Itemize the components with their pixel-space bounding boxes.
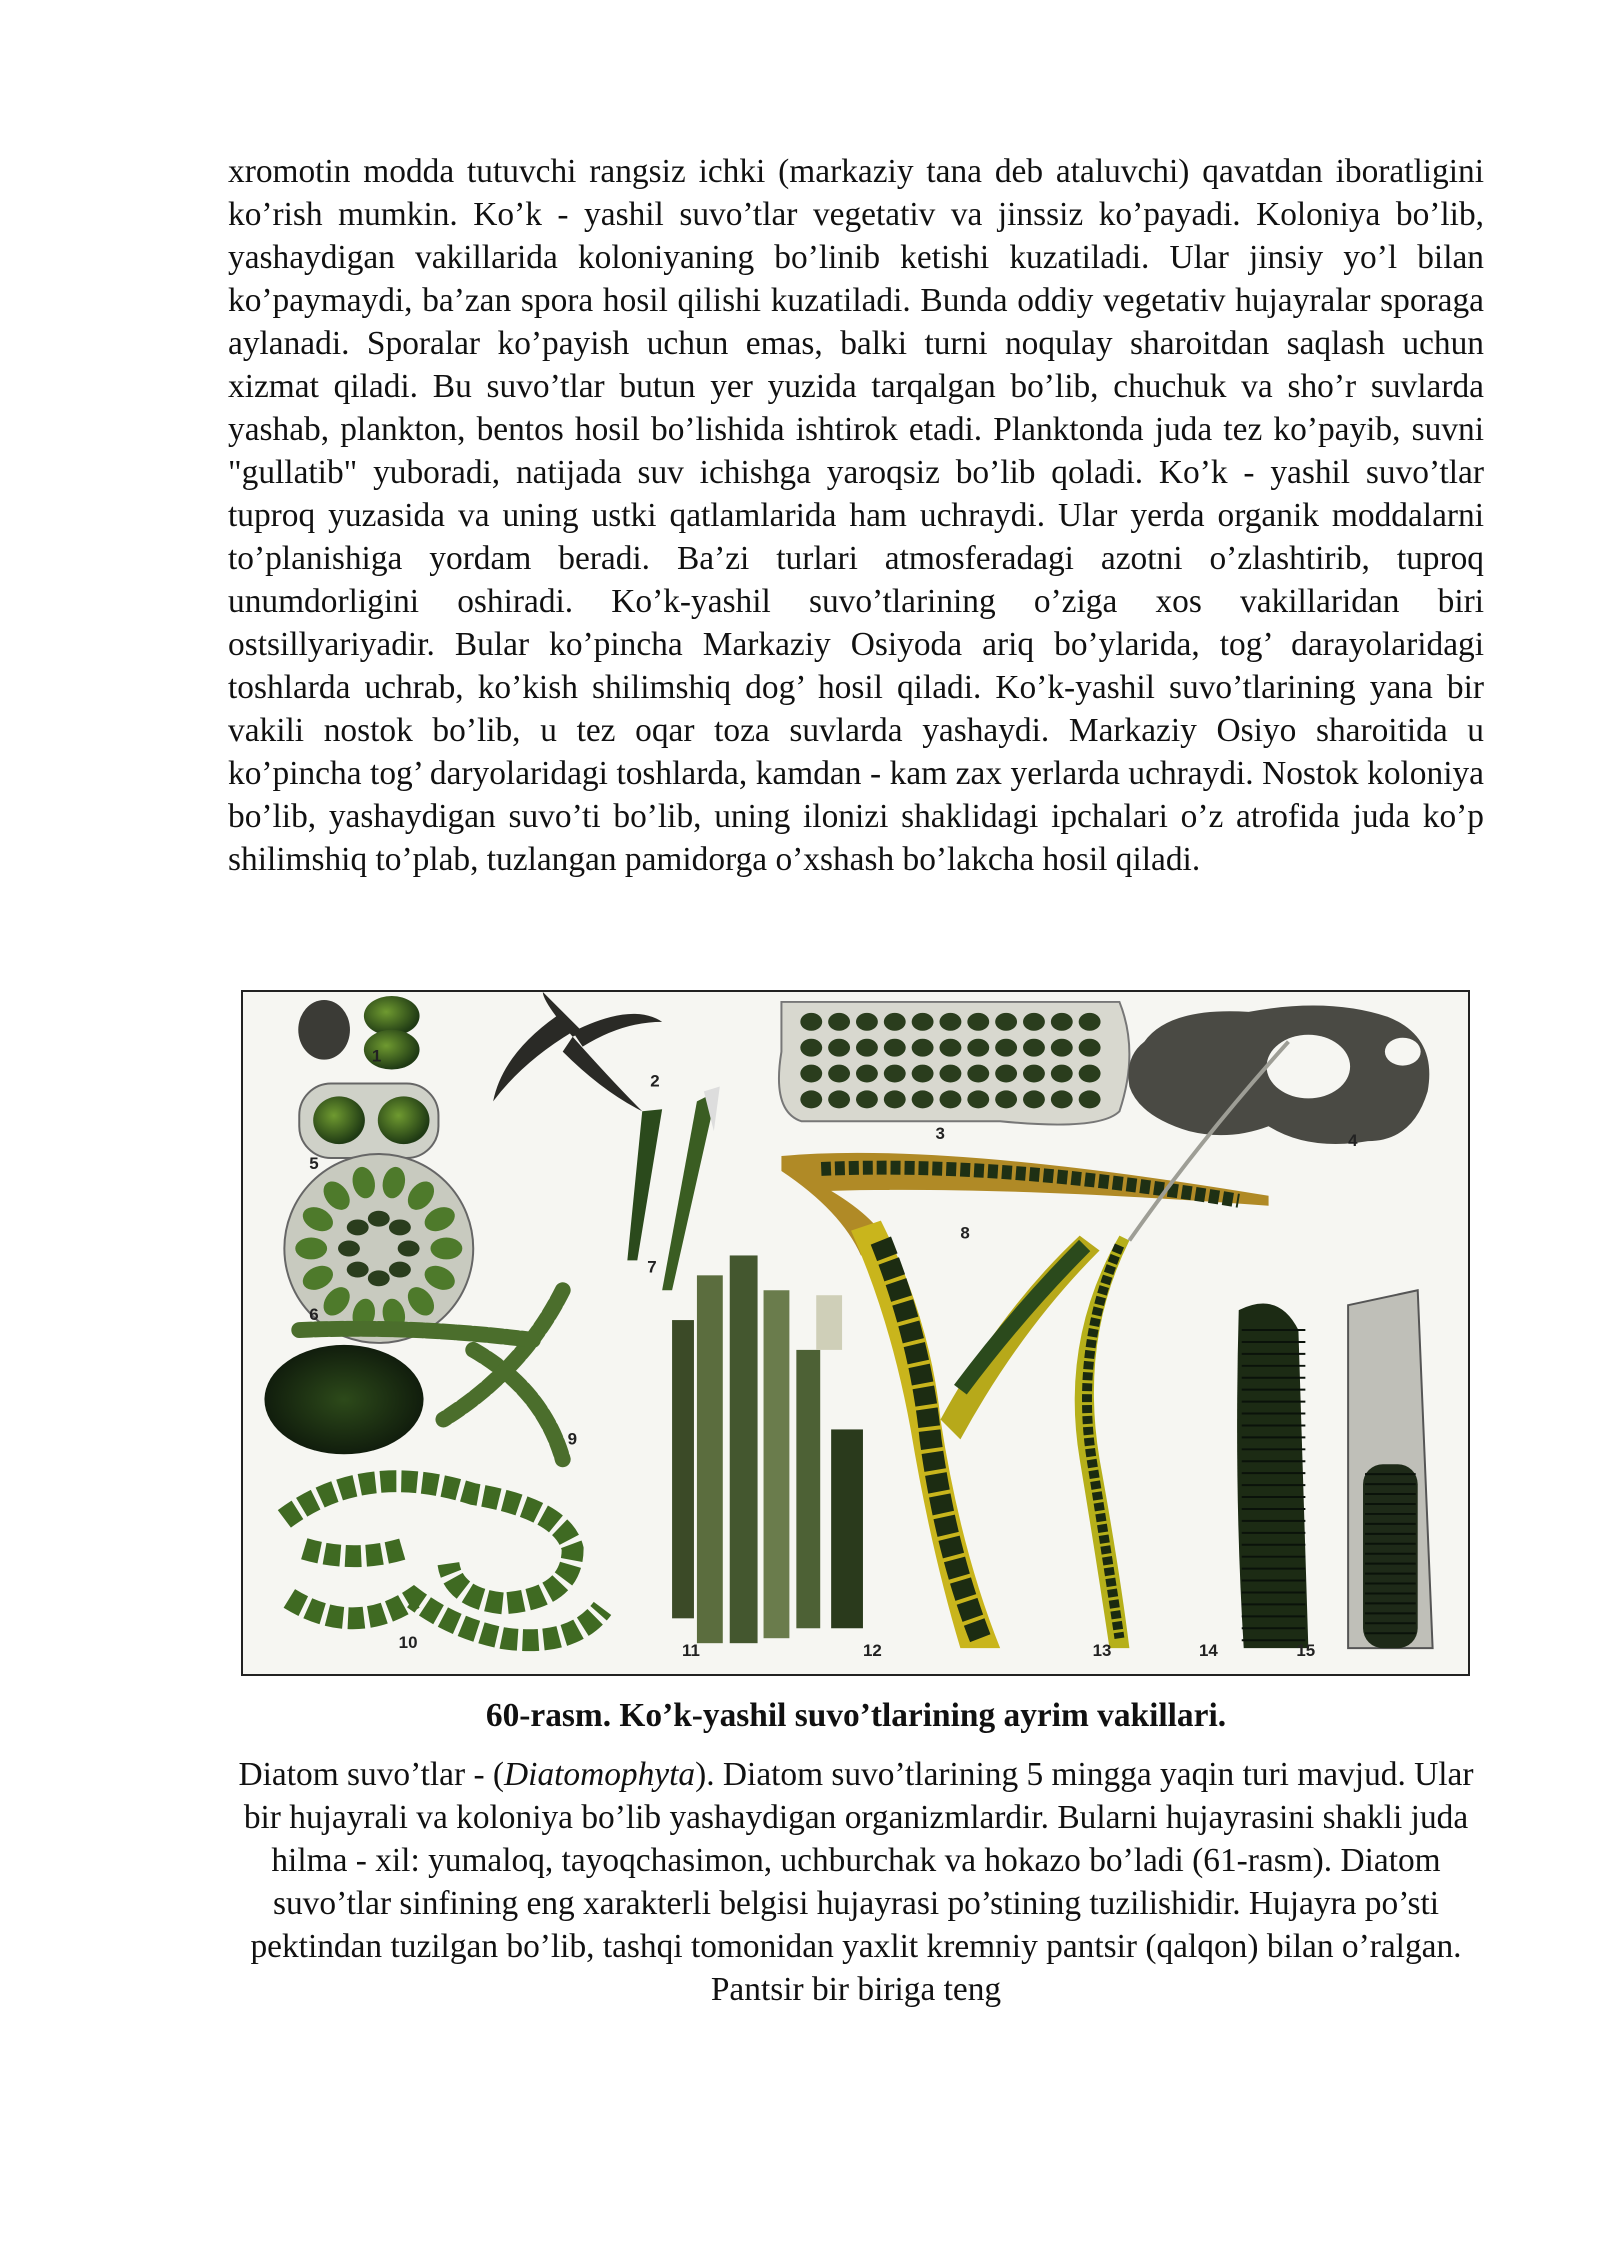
latin-name: Diatomophyta	[504, 1756, 696, 1793]
specimen-7	[627, 1086, 719, 1290]
figure-label-5: 5	[309, 1153, 319, 1173]
figure-label-13: 13	[1092, 1641, 1112, 1661]
figure-label-1: 1	[371, 1046, 382, 1066]
specimen-14	[1237, 1304, 1308, 1649]
body-paragraph-2	[228, 1753, 1484, 2011]
specimen-12	[851, 1221, 1100, 1648]
figure-label-11: 11	[682, 1641, 700, 1661]
figure-caption: 60-rasm. Ko’k-yashil suvo’tlarining ayrim vakillari.	[485, 1697, 1227, 1734]
figure-label-3: 3	[935, 1124, 945, 1144]
specimen-8	[781, 1153, 1268, 1256]
figure-label-6: 6	[309, 1305, 319, 1325]
paragraph-2-lead: Diatom suvo’tlar - (	[238, 1756, 505, 1793]
figure-label-10: 10	[398, 1633, 418, 1653]
figure-label-8: 8	[960, 1223, 970, 1243]
specimen-11	[672, 1255, 863, 1643]
specimen-dark-cell	[264, 1345, 423, 1454]
figure-label-2: 2	[650, 1071, 660, 1091]
figure-label-12: 12	[862, 1641, 882, 1661]
algae-illustration	[241, 990, 1470, 1676]
specimen-4	[1128, 1005, 1429, 1143]
figure-label-7: 7	[647, 1257, 657, 1277]
algae-drawing	[243, 992, 1468, 1674]
specimen-2	[493, 992, 662, 1111]
specimen-1	[298, 996, 419, 1070]
figure-label-4: 4	[1348, 1131, 1358, 1151]
specimen-15	[1348, 1290, 1433, 1648]
figure-label-15: 15	[1296, 1641, 1316, 1661]
figure-label-14: 14	[1198, 1641, 1218, 1661]
specimen-10	[284, 1481, 602, 1640]
specimen-5	[299, 1083, 438, 1158]
paragraph-2-rest: ). Diatom suvo’tlarining 5 mingga yaqin turi mavjud. Ular bir hujayrali va koloniya bo’lib yashaydigan organizmlardir. Bularni hujayrasini shakli juda hilma - xil: yumaloq, tayoqchasimon, uchburchak va hokazo bo’ladi (61-rasm). Diatom suvo’tlar sinfining eng xarakterli belgisi hujayrasi po’stining tuzilishidir. Hujayra po’sti pektindan tuzilgan bo’lib, tashqi tomonidan yaxlit kremniy pantsir (qalqon) bilan o’ralgan. Pantsir bir biriga teng	[243, 1756, 1474, 2008]
specimen-3	[779, 1002, 1129, 1125]
body-paragraph-1: xromotin modda tutuvchi rangsiz ichki (markaziy tana deb ataluvchi) qavatdan iboratligini ko’rish mumkin. Ko’k - yashil suvo’tlar vegetativ va jinssiz ko’payadi. Koloniya bo’lib, yashaydigan vakillarida koloniyaning bo’linib ketishi kuzatiladi. Ular jinsiy yo’l bilan ko’paymaydi, ba’zan spora hosil qilishi kuzatiladi. Bunda oddiy vegetativ hujayralar sporaga aylanadi. Sporalar ko’payish uchun emas, balki turni noqulay sharoitdan saqlash uchun xizmat qiladi. Bu suvo’tlar butun yer yuzida tarqalgan bo’lib, chuchuk va sho’r suvlarda yashab, plankton, bentos hosil bo’lishida ishtirok etadi. Planktonda juda tez ko’payib, suvni "gullatib" yuboradi, natijada suv ichishga yaroqsiz bo’lib qoladi. Ko’k - yashil suvo’tlar tuproq yuzasida va uning ustki qatlamlarida ham uchraydi. Ular yerda organik moddalarni to’planishiga yordam beradi. Ba’zi turlari atmosferadagi azotni o’zlashtirib, tuproq unumdorligini oshiradi. Ko’k-yashil suvo’tlarining o’ziga xos vakillaridan biri ostsillyariyadir. Bular ko’pincha Markaziy Osiyoda ariq bo’ylarida, tog’ darayolaridagi toshlarda uchrab, ko’kish shilimshiq dog’ hosil qiladi. Ko’k-yashil suvo’tlarining yana bir vakili nostok bo’lib, u tez oqar toza suvlarda yashaydi. Markaziy Osiyo sharoitida u ko’pincha tog’ daryolaridagi toshlarda, kamdan - kam zax yerlarda uchraydi. Nostok koloniya bo’lib, yashaydigan suvo’ti bo’lib, uning ilonizi shaklidagi ipchalari o’z atrofida juda ko’p shilimshiq to’plab, tuzlangan pamidorga o’xshash bo’lakcha hosil qiladi.	[228, 153, 1484, 878]
figure-label-9: 9	[567, 1429, 578, 1449]
